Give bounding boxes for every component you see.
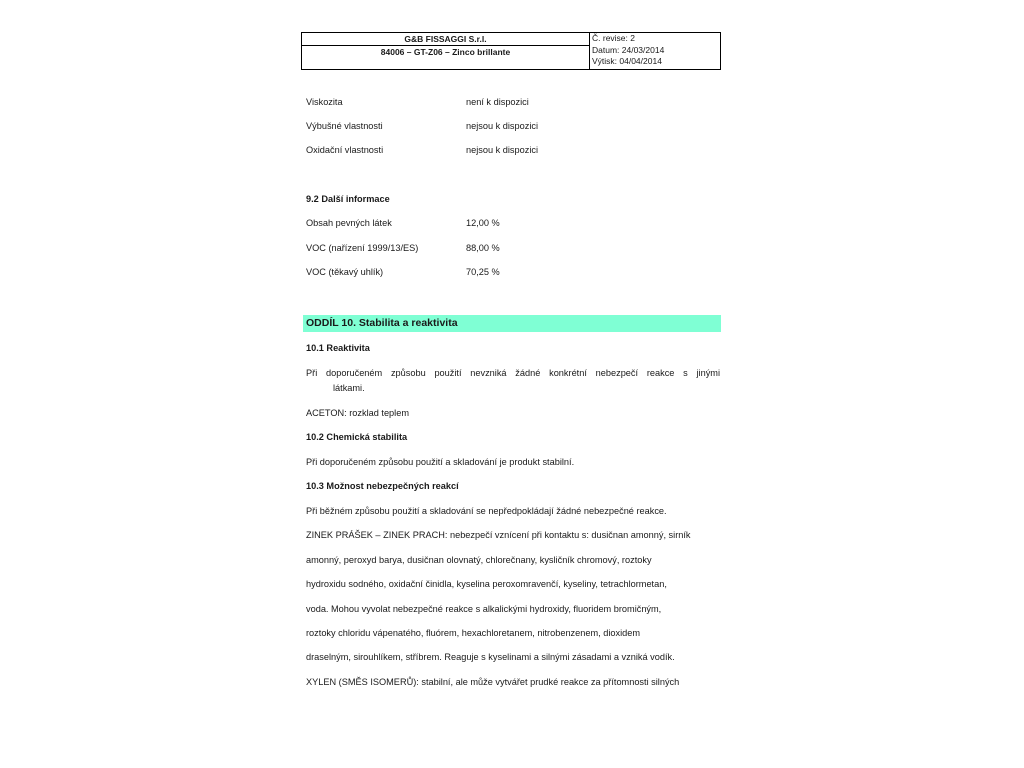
reactivity-text-line: Při doporučeném způsobu použití nevzniká žádné konkrétní nebezpečí reakce s jinými <box>306 368 720 378</box>
property-value: nejsou k dispozici <box>466 121 539 131</box>
stability-text: Při doporučeném způsobu použití a skladování je produkt stabilní. <box>306 457 575 467</box>
hazard-reaction-line: hydroxidu sodného, oxidační činidla, kyselina peroxomravenčí, kyseliny, tetrachlormetan, <box>306 579 667 589</box>
hazard-reaction-line: ZINEK PRÁŠEK – ZINEK PRACH: nebezpečí vznícení při kontaktu s: dusičnan amonný, sirník <box>306 530 691 540</box>
section-10-2-heading: 10.2 Chemická stabilita <box>306 432 408 442</box>
section-10-title: ODDÍL 10. Stabilita a reaktivita <box>306 317 458 329</box>
reactivity-text-line: látkami. <box>333 383 365 393</box>
property-value: nejsou k dispozici <box>466 145 539 155</box>
company-name: G&B FISSAGGI S.r.l. <box>302 33 589 46</box>
info-value: 12,00 % <box>466 218 500 228</box>
section-10-3-heading: 10.3 Možnost nebezpečných reakcí <box>306 481 459 491</box>
header-left-cell <box>302 33 590 69</box>
hazard-reaction-line: XYLEN (SMĚS ISOMERŮ): stabilní, ale může vytvářet prudké reakce za přítomnosti silných <box>306 677 680 687</box>
revision-number: Č. revise: 2 <box>592 33 635 43</box>
info-label: Obsah pevných látek <box>306 218 392 228</box>
hazard-reaction-line: Při běžném způsobu použití a skladování se nepředpokládají žádné nebezpečné reakce. <box>306 506 667 516</box>
info-value: 70,25 % <box>466 267 500 277</box>
section-10-title-bar <box>303 315 721 332</box>
hazard-reaction-line: amonný, peroxyd barya, dusičnan olovnatý, chlorečnany, kysličník chromový, roztoky <box>306 555 652 565</box>
document-date: Datum: 24/03/2014 <box>592 44 665 55</box>
info-label: VOC (těkavý uhlík) <box>306 267 384 277</box>
print-date: Výtisk: 04/04/2014 <box>592 56 662 66</box>
property-value: není k dispozici <box>466 97 529 107</box>
hazard-reaction-line: roztoky chloridu vápenatého, fluórem, hexachloretanem, nitrobenzenem, dioxidem <box>306 628 640 638</box>
header-right-cell <box>592 33 720 68</box>
hazard-reaction-line: voda. Mohou vyvolat nebezpečné reakce s alkalickými hydroxidy, fluoridem bromičným, <box>306 604 662 614</box>
section-9-2-heading: 9.2 Další informace <box>306 194 390 204</box>
aceton-note: ACETON: rozklad teplem <box>306 408 409 418</box>
section-10-1-heading: 10.1 Reaktivita <box>306 343 370 353</box>
property-label: Viskozita <box>306 97 343 107</box>
product-name: 84006 – GT-Z06 – Zinco brillante <box>380 47 511 57</box>
property-label: Oxidační vlastnosti <box>306 145 384 155</box>
info-value: 88,00 % <box>466 243 500 253</box>
hazard-reaction-line: draselným, sirouhlíkem, stříbrem. Reaguje s kyselinami a silnými zásadami a vzniká vodík. <box>306 652 675 662</box>
info-label: VOC (nařízení 1999/13/ES) <box>306 243 419 253</box>
header-table <box>301 32 721 70</box>
property-label: Výbušné vlastnosti <box>306 121 383 131</box>
